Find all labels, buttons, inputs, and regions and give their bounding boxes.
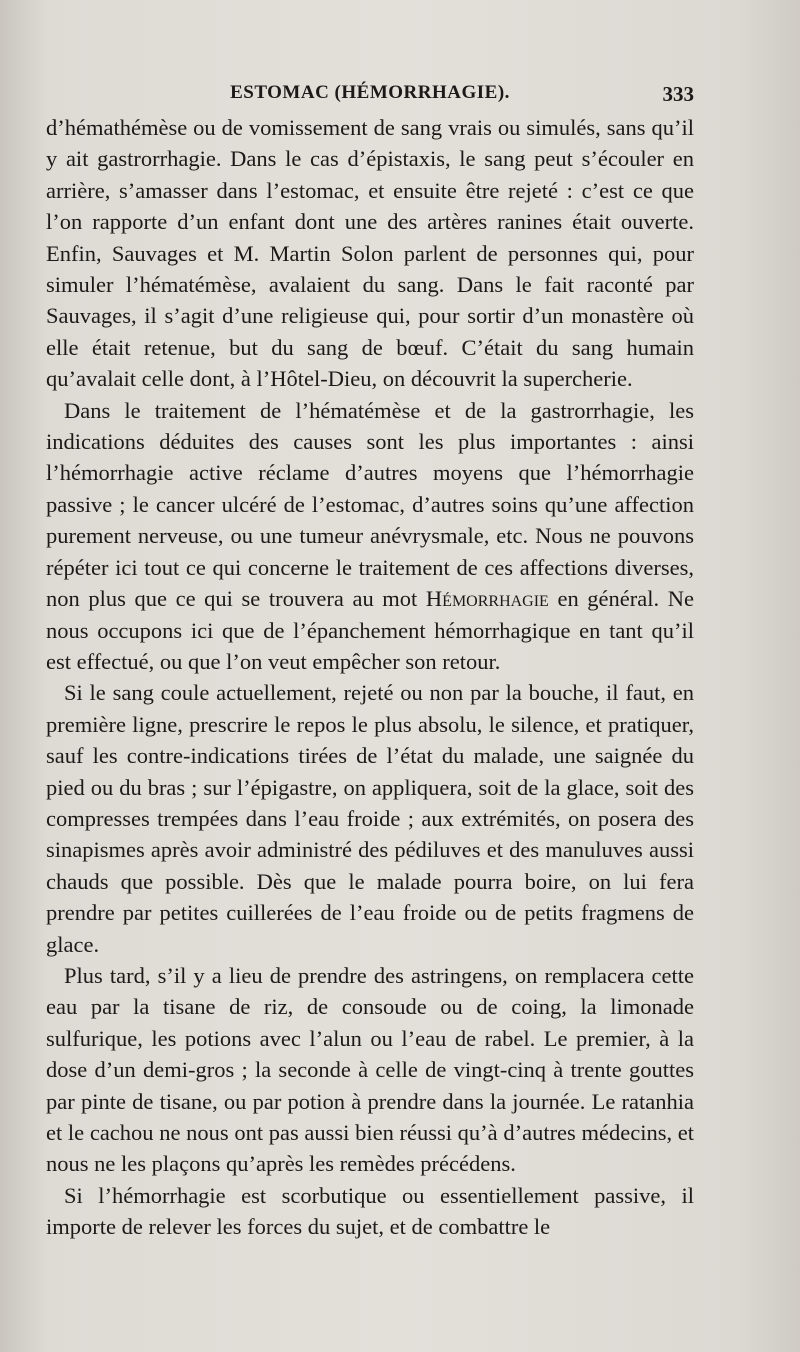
- running-title: ESTOMAC (HÉMORRHAGIE).: [230, 82, 510, 103]
- paragraph: d’hémathémèse ou de vomissement de sang vrais ou simulés, sans qu’il y ait gastrorrhagie. Dans le cas d’épistaxis, le sang peut s’écouler en arrière, s’amasser dans l’estomac, et ensuite être rejeté : c’est ce que l’on rapporte d’un enfant dont une des artères ranines était ouverte. Enfin, Sauvages et M. Martin Solon parlent de personnes qui, pour simuler l’hématémèse, avalaient du sang. Dans le fait raconté par Sauvages, il s’agit d’une religieuse qui, pour sortir d’un monastère où elle était retenue, but du sang de bœuf. C’était du sang humain qu’avalait celle dont, à l’Hôtel-Dieu, on découvrit la supercherie.: [46, 115, 694, 392]
- paragraph: Plus tard, s’il y a lieu de prendre des astringens, on remplacera cette eau par la tisane de riz, de consoude ou de coing, la limonade sulfurique, les potions avec l’alun ou l’eau de rabel. Le premier, à la dose d’un demi-gros ; la seconde à celle de vingt-cinq à trente gouttes par pinte de tisane, ou par potion à prendre dans la journée. Le ratanhia et le cachou ne nous ont pas aussi bien réussi qu’à d’autres médecins, et nous ne les plaçons qu’après les remèdes précédens.: [46, 962, 694, 1177]
- paragraph: Si l’hémorrhagie est scorbutique ou essentiellement passive, il importe de relever les forces du sujet, et de combattre le: [46, 1182, 694, 1240]
- cross-reference: Hémorrhagie: [425, 586, 549, 612]
- paragraph: [46, 395, 694, 678]
- page-header: [46, 82, 694, 112]
- body-text: [46, 112, 694, 1243]
- paragraph: Si le sang coule actuellement, rejeté ou non par la bouche, il faut, en première ligne, prescrire le repos le plus absolu, le silence, et pratiquer, sauf les contre-indications tirées de l’état du malade, une saignée du pied ou du bras ; sur l’épigastre, on appliquera, soit de la glace, soit des compresses trempées dans l’eau froide ; aux extrémités, on posera des sinapismes après avoir administré des pédiluves et des manuluves aussi chauds que possible. Dès que le malade pourra boire, on lui fera prendre par petites cuillerées de l’eau froide ou de petits fragmens de glace.: [46, 680, 694, 957]
- paragraph-text: Dans le traitement de l’hématémèse et de la gastrorrhagie, les indications déduites des causes sont les plus importantes : ainsi l’hémorrhagie active réclame d’autres moyens que l’hémorrhagie passive ; le cancer ulcéré de l’estomac, d’autres soins qu’une affection purement nerveuse, ou une tumeur anévrysmale, etc. Nous ne pouvons répéter ici tout ce qui concerne le traitement de ces affections diverses, non plus que ce qui se trouvera au mot: [46, 397, 694, 612]
- paragraph-text: en général. Ne nous occupons ici que de l’épanchement hémorrhagique en tant qu’il est effectué, ou que l’on veut empêcher son retour.: [46, 586, 694, 674]
- page-number: 333: [662, 82, 694, 106]
